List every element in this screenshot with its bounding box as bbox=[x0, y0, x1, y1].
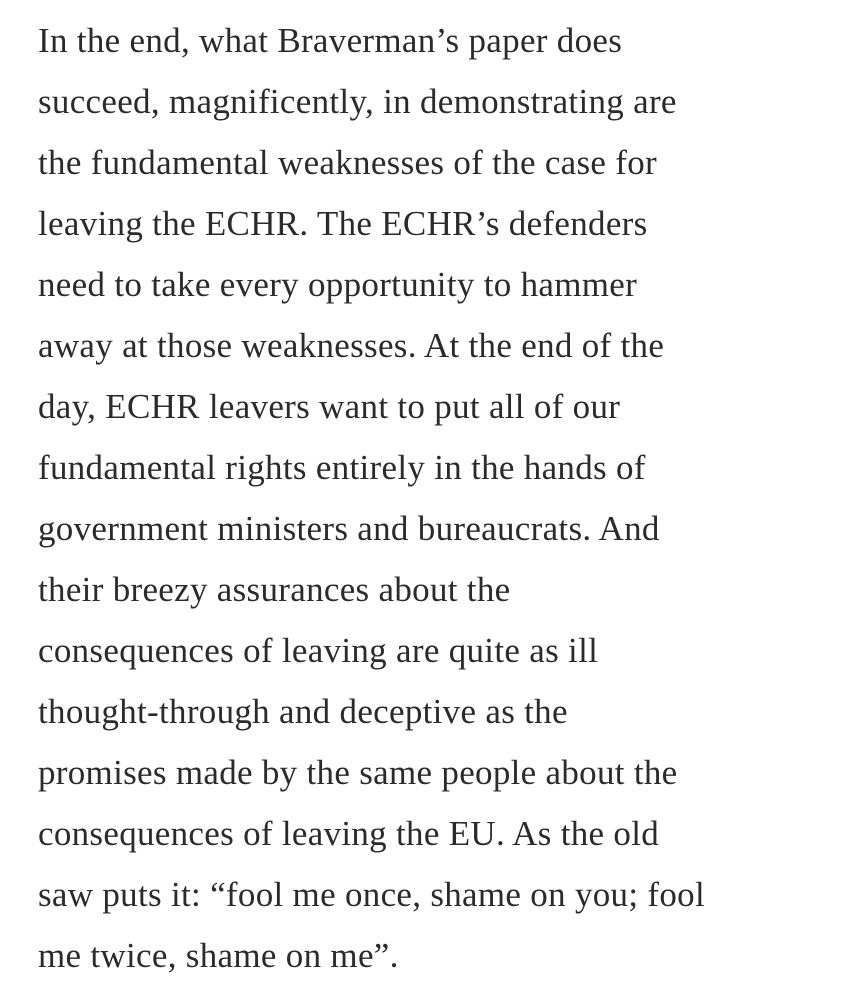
article-paragraph bbox=[38, 10, 838, 986]
paragraph-line: consequences of leaving are quite as ill bbox=[38, 631, 599, 670]
paragraph-line: promises made by the same people about the bbox=[38, 753, 678, 792]
paragraph-line: need to take every opportunity to hammer bbox=[38, 265, 638, 304]
paragraph-line: fundamental rights entirely in the hands of bbox=[38, 448, 646, 487]
paragraph-line: succeed, magnificently, in demonstrating are bbox=[38, 82, 677, 121]
paragraph-line: saw puts it: “fool me once, shame on you; fool bbox=[38, 875, 706, 914]
paragraph-line: day, ECHR leavers want to put all of our bbox=[38, 387, 621, 426]
paragraph-line: thought-through and deceptive as the bbox=[38, 692, 568, 731]
paragraph-line: In the end, what Braverman’s paper does bbox=[38, 21, 623, 60]
paragraph-line: away at those weaknesses. At the end of the bbox=[38, 326, 665, 365]
paragraph-line: the fundamental weaknesses of the case for bbox=[38, 143, 658, 182]
paragraph-line: consequences of leaving the EU. As the old bbox=[38, 814, 660, 853]
paragraph-line: me twice, shame on me”. bbox=[38, 936, 399, 975]
paragraph-line: government ministers and bureaucrats. And bbox=[38, 509, 660, 548]
paragraph-line: leaving the ECHR. The ECHR’s defenders bbox=[38, 204, 648, 243]
paragraph-line: their breezy assurances about the bbox=[38, 570, 511, 609]
